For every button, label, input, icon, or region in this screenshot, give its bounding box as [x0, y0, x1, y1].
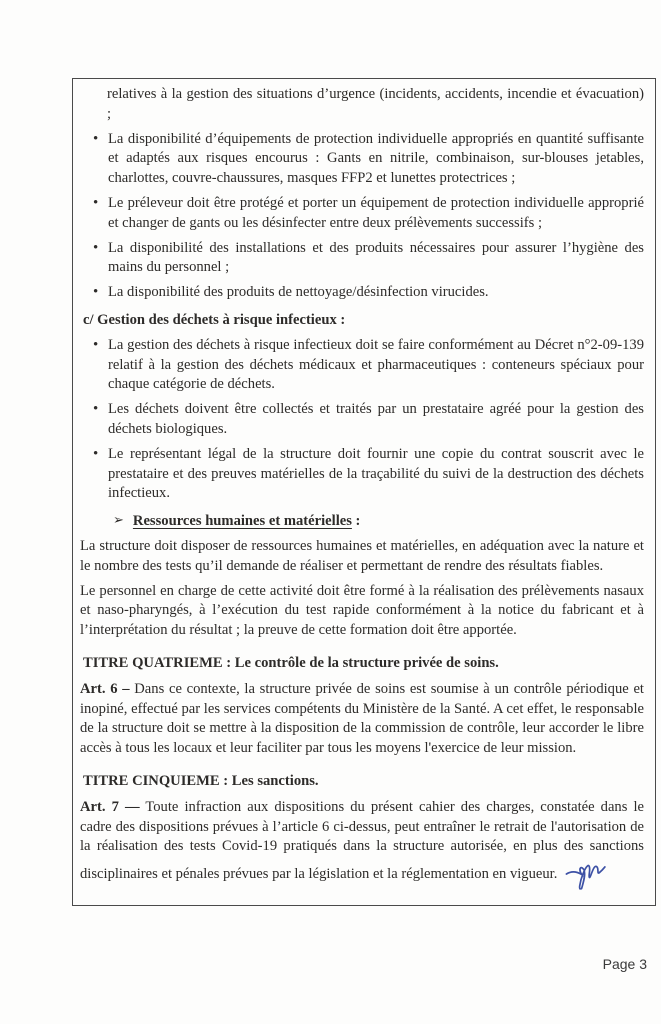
article-7-paragraph	[80, 798, 644, 892]
section-heading-waste: c/ Gestion des déchets à risque infectieux :	[83, 311, 346, 328]
list-item: • La disponibilité des installations et des produits nécessaires pour assurer l’hygiène des mains du personnel ;	[80, 239, 644, 279]
list-item: • La disponibilité des produits de nettoyage/désinfection virucides.	[80, 283, 644, 303]
list-item: • Le représentant légal de la structure doit fournir une copie du contrat souscrit avec le prestataire et des preuves matérielles de la traçabilité du suivi de la destruction des déchets infectieux.	[80, 445, 644, 504]
article-7-body: Toute infraction aux dispositions du présent cahier des charges, constatée dans le cadre des dispositions prévues à l’article 6 ci-dessus, peut entraîner le retrait de l'autorisation de la réalisation des tests Covid-19 pratiqués dans la structure autorisée, en plus des sanctions disciplinaires et pénales prévues par la législation et la réglementation en vigueur.	[80, 798, 645, 882]
list-item: • Les déchets doivent être collectés et traités par un prestataire agréé pour la gestion des déchets biologiques.	[80, 400, 644, 440]
resources-heading-label: Ressources humaines et matérielles	[132, 513, 352, 530]
article-6-paragraph	[80, 680, 644, 759]
list-item: • Le préleveur doit être protégé et porter un équipement de protection individuelle approprié et changer de gants ou les désinfecter entre deux prélèvements successifs ;	[80, 194, 644, 234]
section-heading-resources	[113, 511, 644, 532]
page-number-label: Page 3	[602, 956, 647, 972]
document-text-frame	[72, 78, 656, 906]
resources-heading-colon: :	[351, 513, 361, 530]
resources-paragraph-1: La structure doit disposer de ressources humaines et matérielles, en adéquation avec la nature et le nombre des tests qu’il demande de réaliser et permettant de rendre des résultats fiables.	[80, 537, 644, 574]
article-6-body: Dans ce contexte, la structure privée de soins est soumise à un contrôle périodique et inopiné, effectué par les services compétents du Ministère de la Santé. A cet effet, le responsable de la structure doit se mettre à la disposition de la commission de contrôle, leur accorder le libre accès à tous les locaux et leur faciliter par tous les moyens l'exercice de leur mission.	[80, 680, 644, 757]
bullet-continuation-text: relatives à la gestion des situations d’urgence (incidents, accidents, incendie et évacuation) ;	[107, 86, 644, 122]
equipment-bullet-list	[80, 130, 644, 303]
waste-bullet-list	[80, 336, 644, 504]
article-7-label: Art. 7 —	[80, 798, 140, 815]
title-four-heading: TITRE QUATRIEME : Le contrôle de la structure privée de soins.	[83, 654, 499, 671]
list-item: • La gestion des déchets à risque infectieux doit se faire conformément au Décret n°2-09-139 relatif à la gestion des déchets médicaux et pharmaceutiques : conteneurs spéciaux pour chaque catégorie de déchets.	[80, 336, 644, 395]
list-item: • La disponibilité d’équipements de protection individuelle appropriés en quantité suffisante et adaptés aux risques encourus : Gants en nitrile, combinaison, sur-blouses jetables, charlottes, couvre-chaussures, masques FFP2 et lunettes protectrices ;	[80, 130, 644, 189]
resources-paragraph-2: Le personnel en charge de cette activité doit être formé à la réalisation des prélèvements nasaux et naso-pharyngés, à l’exécution du test rapide conformément à la notice du fabricant et à l’interprétation du résultat ; la preuve de cette formation doit être apportée.	[80, 582, 644, 639]
article-6-label: Art. 6 –	[80, 680, 130, 697]
arrow-bullet-icon: ➢	[113, 512, 124, 528]
handwritten-paraph-icon	[563, 859, 608, 898]
title-five-heading: TITRE CINQUIEME : Les sanctions.	[83, 772, 319, 789]
